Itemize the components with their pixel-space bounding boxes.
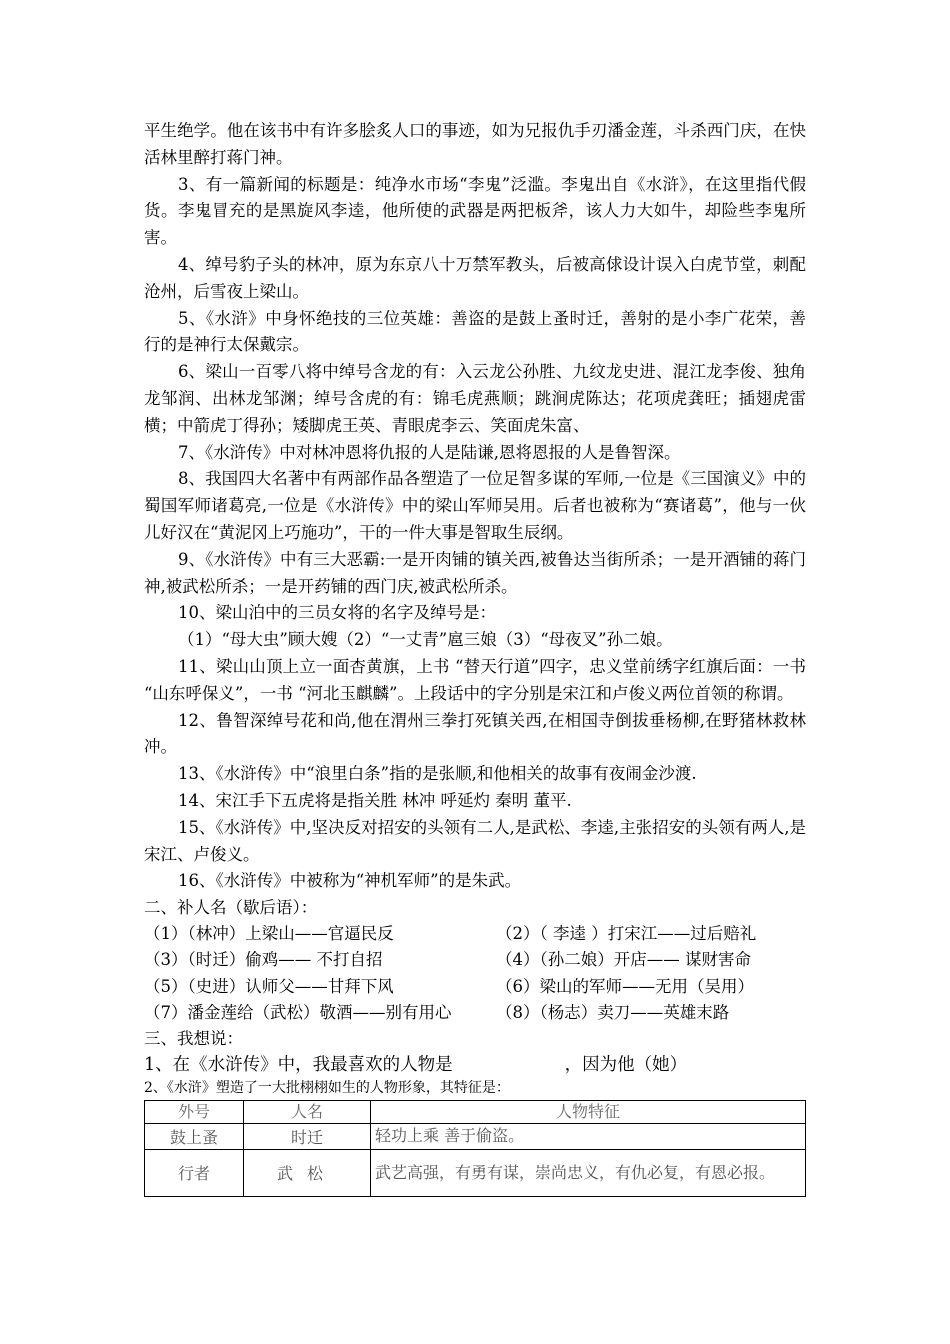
xiehouyu-right: （2）（ 李逵 ）打宋江——过后赔礼 [496, 924, 757, 944]
section-heading: 三、我想说： [144, 1028, 243, 1048]
column-header: 人物特征 [371, 1100, 806, 1123]
paragraph: 10、梁山泊中的三员女将的名字及绰号是： [178, 603, 496, 623]
paragraph: （1）“母大虫”顾大嫂（2）“一丈青”扈三娘（3）“母夜叉”孙二娘。 [178, 630, 673, 650]
paragraph: 16、《水浒传》中被称为“神机军师”的是朱武。 [178, 871, 522, 891]
xiehouyu-right: （4）（孙二娘）开店—— 谋财害命 [496, 950, 751, 970]
question-list [144, 118, 806, 895]
list-item [144, 921, 806, 947]
table-header-row [145, 1100, 806, 1123]
paragraph: 12、鲁智深绰号花和尚,他在渭州三拳打死镇关西,在相国寺倒拔垂杨柳,在野猪林救林冲。 [144, 710, 806, 757]
section-heading: 二、补人名（歇后语）： [144, 898, 318, 918]
traits-cell: 武艺高强，有勇有谋，崇尚忠义，有仇必复，有恩必报。 [371, 1149, 806, 1196]
table-row [145, 1123, 806, 1149]
question-text: 1、在《水浒传》中，我最喜欢的人物是 [144, 1054, 453, 1075]
question-text: ，因为他（她） [564, 1054, 688, 1075]
paragraph: 14、宋江手下五虎将是指关胜 林冲 呼延灼 秦明 董平. [178, 790, 572, 810]
section-fill-names [144, 895, 806, 1026]
nickname-cell: 鼓上蚤 [145, 1123, 244, 1149]
question-character-traits: 2、《水浒》塑造了一大批栩栩如生的人物形象，其特征是： [144, 1079, 510, 1096]
paragraph: 6、梁山一百零八将中绰号含龙的有：入云龙公孙胜、九纹龙史进、混江龙李俊、独角龙邹润、出林龙邹渊；绰号含虎的有：锦毛虎燕顺；跳涧虎陈达；花项虎龚旺；插翅虎雷横；中箭虎丁得孙；矮脚虎王英、青眼虎李云、笑面虎朱富、 [144, 362, 806, 435]
document-page [144, 118, 806, 1197]
paragraph: 5、《水浒》中身怀绝技的三位英雄：善盗的是鼓上蚤时迁，善射的是小李广花荣，善行的是神行太保戴宗。 [144, 308, 806, 355]
table-row [145, 1149, 806, 1196]
column-header: 人名 [244, 1100, 371, 1123]
paragraph: 8、我国四大名著中有两部作品各塑造了一位足智多谋的军师,一位是《三国演义》中的蜀国军师诸葛亮,一位是《水浒传》中的梁山军师吴用。后者也被称为“赛诸葛”，他与一伙儿好汉在“黄泥冈上巧施功”，干的一件大事是智取生辰纲。 [144, 469, 806, 542]
list-item [144, 1000, 806, 1026]
paragraph: 11、梁山山顶上立一面杏黄旗，上书 “替天行道”四字，忠义堂前绣字红旗后面：一书 “山东呼保义”，一书 “河北玉麒麟”。上段话中的字分别是宋江和卢俊义两位首领的称谓。 [144, 656, 806, 703]
character-table [144, 1100, 806, 1197]
section-i-want-to-say [144, 1026, 806, 1197]
list-item [144, 947, 806, 973]
paragraph: 平生绝学。他在该书中有许多脍炙人口的事迹，如为兄报仇手刃潘金莲，斗杀西门庆，在快活林里醉打蒋门神。 [144, 121, 806, 167]
xiehouyu-left: （7）潘金莲给（武松）敬酒——别有用心 [144, 1002, 452, 1022]
xiehouyu-left: （3）（时迁）偷鸡—— 不打自招 [144, 950, 383, 970]
paragraph: 7、《水浒传》中对林冲恩将仇报的人是陆谦,恩将恩报的人是鲁智深。 [178, 442, 681, 462]
name-cell: 武松 [244, 1149, 371, 1196]
column-header: 外号 [145, 1100, 244, 1123]
paragraph: 9、《水浒传》中有三大恶霸:一是开肉铺的镇关西,被鲁达当街所杀；一是开酒铺的蒋门神,被武松所杀；一是开药铺的西门庆,被武松所杀。 [144, 549, 806, 596]
paragraph: 13、《水浒传》中“浪里白条”指的是张顺,和他相关的故事有夜闹金沙渡. [178, 764, 697, 784]
xiehouyu-right: （6）梁山的军师——无用（吴用） [496, 976, 754, 996]
traits-cell: 轻功上乘 善于偷盗。 [371, 1123, 806, 1149]
list-item [144, 974, 806, 1000]
question-favorite-character [144, 1052, 806, 1078]
paragraph: 4、绰号豹子头的林冲，原为东京八十万禁军教头，后被高俅设计误入白虎节堂，刺配沧州，后雪夜上梁山。 [144, 254, 806, 301]
xiehouyu-left: （5）（史进）认师父——甘拜下风 [144, 976, 394, 996]
paragraph: 3、有一篇新闻的标题是：纯净水市场“李鬼”泛滥。李鬼出自《水浒》，在这里指代假货。李鬼冒充的是黑旋风李逵，他所使的武器是两把板斧，该人力大如牛，却险些李鬼所害。 [144, 174, 806, 248]
xiehouyu-left: （1）（林冲）上梁山——官逼民反 [144, 924, 394, 944]
name-cell: 时迁 [244, 1123, 371, 1149]
xiehouyu-list [144, 921, 806, 1026]
paragraph: 15、《水浒传》中,坚决反对招安的头领有二人,是武松、李逵,主张招安的头领有两人,是宋江、卢俊义。 [144, 817, 806, 864]
xiehouyu-right: （8）（杨志）卖刀——英雄末路 [496, 1002, 730, 1022]
nickname-cell: 行者 [145, 1149, 244, 1196]
